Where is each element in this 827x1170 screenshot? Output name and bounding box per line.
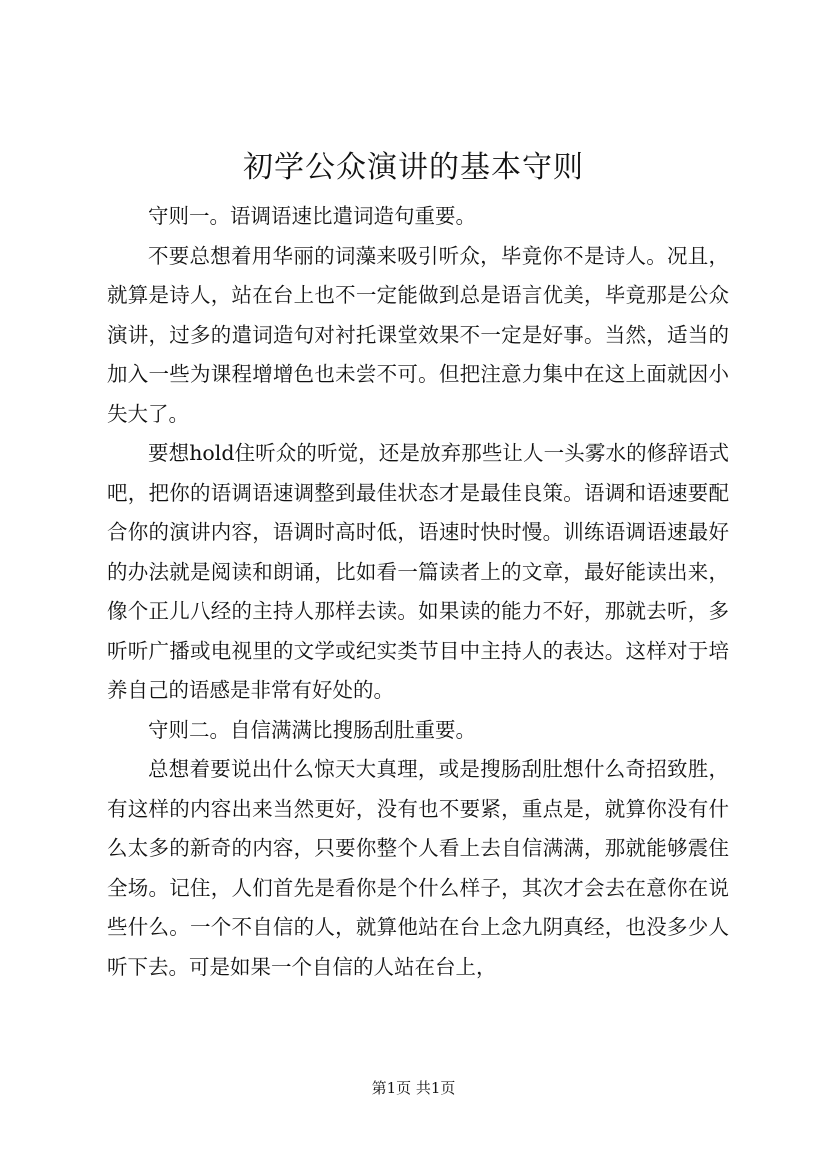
document-body bbox=[107, 197, 729, 987]
section-heading-1: 守则一。语调语速比遣词造句重要。 bbox=[148, 204, 476, 228]
paragraph: 不要总想着用华丽的词藻来吸引听众，毕竟你不是诗人。况且，就算是诗人，站在台上也不一定能做到总是语言优美，毕竟那是公众演讲，过多的遣词造句对衬托课堂效果不一定是好事。当然，适当的加入一些为课程增增色也未尝不可。但把注意力集中在这上面就因小失大了。 bbox=[107, 243, 729, 426]
page-footer: 第1页 共1页 bbox=[371, 1079, 456, 1097]
paragraph: 总想着要说出什么惊天大真理，或是搜肠刮肚想什么奇招致胜，有这样的内容出来当然更好，没有也不要紧，重点是，就算你没有什么太多的新奇的内容，只要你整个人看上去自信满满，那就能够震住全场。记住，人们首先是看你是个什么样子，其次才会去在意你在说些什么。一个不自信的人，就算他站在台上念九阴真经，也没多少人听下去。可是如果一个自信的人站在台上， bbox=[107, 757, 729, 979]
paragraph: 要想hold住听众的听觉，还是放弃那些让人一头雾水的修辞语式吧，把你的语调语速调整到最佳状态才是最佳良策。语调和语速要配合你的演讲内容，语调时高时低，语速时快时慢。训练语调语速最好的办法就是阅读和朗诵，比如看一篇读者上的文章，最好能读出来，像个正儿八经的主持人那样去读。如果读的能力不好，那就去听，多听听广播或电视里的文学或纪实类节目中主持人的表达。这样对于培养自己的语感是非常有好处的。 bbox=[107, 441, 729, 702]
section-heading-2: 守则二。自信满满比搜肠刮肚重要。 bbox=[148, 717, 476, 742]
document-title: 初学公众演讲的基本守则 bbox=[243, 150, 584, 185]
